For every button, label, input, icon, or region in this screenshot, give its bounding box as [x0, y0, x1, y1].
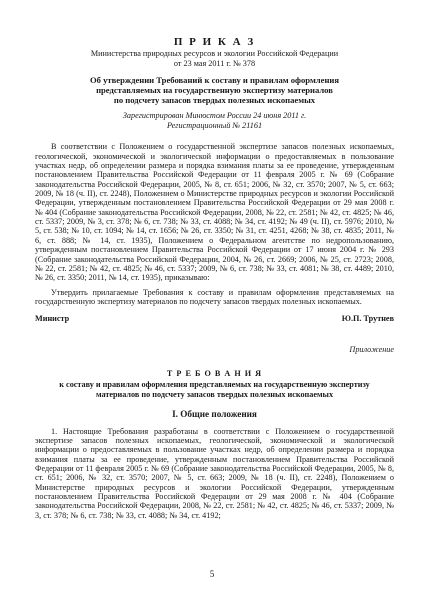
order-title-line: по подсчету запасов твердых полезных ископаемых: [113, 95, 316, 106]
order-paragraph: Утвердить прилагаемые Требования к составу и правилам оформления представляемых на государственную экспертизу материалов по подсчету запасов твердых полезных ископаемых.: [35, 287, 394, 306]
page-number: 5: [209, 569, 215, 579]
order-title: [35, 75, 394, 105]
signature-role: Министр: [35, 314, 70, 324]
requirements-subtitle: к составу и правилам оформления представляемых на государственную экспертизу: [59, 380, 370, 390]
ministry-name: Министерства природных ресурсов и экологии Российской Федерации: [90, 49, 339, 58]
requirements-paragraph: 1. Настоящие Требования разработаны в соответствии с Положением о государственной экспертизе запасов полезных ископаемых, геологической, экономической и экологической информации о предоставляемых в пользование участках недр, об определении размера и порядка взимания платы за ее проведение, утвержденным постановлением Правительства Российской Федерации от 11 февраля 2005 г. № 69 (Собрание законодательства Российской Федерации, 2005, № 8, ст. 651; 2006, № 32, ст. 3570; 2007, № 5, ст. 663; 2009, № 18 (ч. II), ст. 2248), Положением о Министерстве природных ресурсов и экологии Российской Федерации, утвержденным постановлением Правительства Российской Федерации от 29 мая 2008 г. № 404 (Собрание законодательства Российской Федерации, 2008, № 22, ст. 2581; № 42, ст. 4825; № 46, ст. 5337; 2009, № 3, ст. 378; № 6, ст. 738; № 33, ст. 4088; № 34, ст. 4192;: [35, 426, 394, 520]
requirements-title: Т Р Е Б О В А Н И Я: [166, 368, 263, 378]
order-title-line: представляемых на государственную экспертизу материалов: [96, 85, 333, 96]
order-title-line: Об утверждении Требований к составу и правилам оформления: [90, 75, 339, 86]
registration-line: Регистрационный № 21161: [166, 120, 263, 130]
appendix-label: Приложение: [349, 345, 394, 355]
requirements-subtitle: материалов по подсчету запасов твердых полезных ископаемых: [95, 390, 334, 399]
order-paragraph: В соответствии с Положением о государственной экспертизе запасов полезных ископаемых, геологической, экономической и экологической информации о предоставляемых в пользование участках недр, об определении размера и порядка взимания платы за ее проведение, утвержденным постановлением Правительства Российской Федерации от 11 февраля 2005 г. № 69 (Собрание законодательства Российской Федерации, 2005, № 8, ст. 651; 2006, № 32, ст. 3570; 2007, № 5, ст. 663; 2009, № 18 (ч. II), ст. 2248), Положением о Министерстве природных ресурсов и экологии Российской Федерации, утвержденным постановлением Правительства Российской Федерации от 29 мая 2008 г. № 404 (Собрание законодательства Российской Федерации, 2008, № 22, ст. 2581; № 42, ст. 4825; № 46, ст. 5337; 2009, № 3, ст. 378; № 6, ст. 738; № 33, ст. 4088; № 34, ст. 4192; № 49 (ч. II), ст. 5976; 2010, № 5, ст. 538; № 10, ст. 1094; № 14, ст. 1656; № 26, ст. 3350; № 31, ст. 4251, 4268; № 38, ст. 4835; 2011, № 6, ст. 888; № 14, ст. 1935), Положением о Федеральном агентстве по недропользованию, утвержденным постановлением Правительства Российской Федерации от 17 июня 2004 г. № 293 (Собрание законодательства Российской Федерации, 2004, № 26, ст. 2669; 2006, № 25, ст. 2723; 2008, № 22, ст. 2581; № 42, ст. 4825; № 46, ст. 5337; 2009, № 6, ст. 738; № 33, ст. 4081; № 38, ст. 4489; 2010, № 26, ст. 3350; 2011, № 14, ст. 1935), приказываю:: [35, 142, 394, 283]
registration-line: Зарегистрирован Минюстом России 24 июня 2011 г.: [122, 111, 307, 121]
registration-block: [35, 111, 394, 130]
order-date-number: от 23 мая 2011 г. № 378: [173, 58, 256, 68]
signature-name: Ю.П. Трутнев: [341, 314, 394, 324]
section-heading: I. Общие положения: [172, 408, 257, 419]
doc-type: П Р И К А З: [173, 36, 256, 48]
signature-line: [35, 314, 394, 323]
